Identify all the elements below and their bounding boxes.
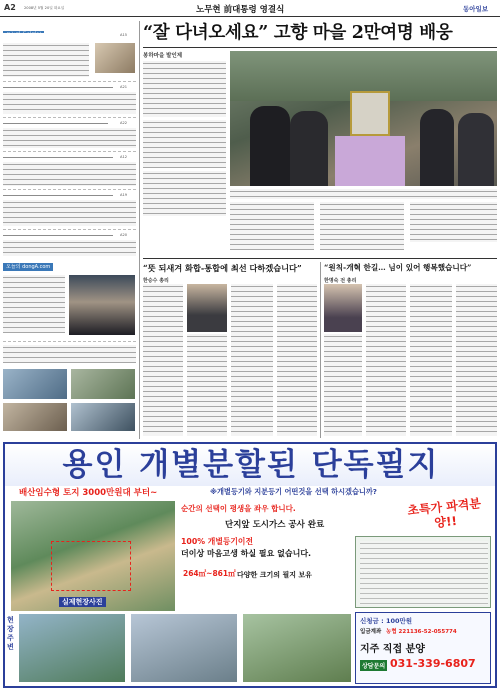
sidebar-item[interactable]: A22	[3, 121, 136, 149]
model-photo	[69, 275, 135, 335]
newspaper-logo: 동아일보	[463, 5, 489, 13]
ad-side-label: 현장주변	[7, 616, 14, 651]
portrait-han	[187, 284, 227, 332]
ad-subtitle: 배산임수형 토지 3000만원대 부터~	[19, 488, 158, 498]
story-label: 한승수 총리	[143, 278, 169, 284]
sidebar-item[interactable]: A12	[3, 155, 136, 187]
portrait-han-myeongsook	[324, 284, 362, 332]
main-story	[143, 21, 497, 255]
story-han-seungsoo	[143, 262, 317, 438]
ad-info-1: 단지앞 도시가스 공사 완료	[225, 520, 325, 530]
ad-phone[interactable]: 031-339-6807	[390, 657, 476, 670]
ad-bank-label: 입금계좌	[360, 629, 382, 635]
ad-tel-label: 상담문의	[360, 660, 387, 671]
photo-caption	[230, 189, 497, 199]
sidebar-com-item[interactable]	[3, 275, 136, 337]
sidebar	[3, 21, 136, 439]
real-estate-ad[interactable]	[3, 442, 497, 688]
ad-map	[355, 536, 491, 608]
story-headline: “뜻 되새겨 화합-통합에 최선 다하겠습니다”	[143, 263, 302, 273]
sidebar-item[interactable]: A20	[3, 233, 136, 257]
sidebar-com-item[interactable]	[3, 345, 136, 365]
ad-info-2: 100% 개별등기이전	[181, 537, 253, 546]
ad-notice: ※개별등기와 지분등기 어떤것을 선택 하시겠습니까?	[210, 487, 377, 496]
ad-info-4: 264㎡~861㎡	[183, 569, 236, 578]
ad-aerial-photo	[11, 501, 175, 611]
funeral-photo	[230, 51, 497, 186]
ad-nearby-photos	[19, 614, 351, 684]
subhead: 봉하마을 발인제	[143, 53, 183, 59]
thumbnail-image	[95, 43, 135, 73]
ad-bank: 농협 221136-52-055774	[386, 629, 457, 635]
ad-contact-box	[355, 612, 491, 684]
story-body	[143, 51, 226, 251]
page-number: A2	[4, 3, 16, 12]
ad-blurb: 순간의 선택이 평생을 좌우 합니다.	[181, 504, 296, 513]
ad-photo-label: 실제현장사진	[59, 597, 106, 607]
story-headline: “원칙-개혁 한길… 님이 있어 행복했습니다”	[324, 263, 472, 272]
ad-info-5: 다양한 크기의 필지 보유	[237, 571, 312, 579]
ad-apply: 신청금 : 100만원	[360, 617, 413, 625]
story-han-myeongsook	[324, 262, 497, 438]
page-header	[0, 0, 500, 17]
thumbnail-row	[3, 369, 136, 433]
section-title: 노무현 前대통령 영결식	[196, 5, 285, 15]
dongacom-title: 오늘의 dongA.com	[3, 263, 53, 271]
sidebar-item[interactable]: A19	[3, 193, 136, 227]
ad-info-3: 더이상 마음고생 하실 필요 없습니다.	[181, 549, 312, 558]
sidebar-item[interactable]: A21	[3, 85, 136, 115]
story-label: 한명숙 전 총리	[324, 278, 357, 284]
sidebar-item[interactable]: A15	[3, 33, 136, 79]
ad-cta: 지주 직접 분양	[360, 644, 425, 655]
ad-promo: 초특가 파격분양!!	[406, 496, 482, 531]
main-headline: “잘 다녀오세요” 고향 마을 2만여명 배웅	[143, 23, 453, 43]
ad-title: 용인 개별분할된 단독필지	[62, 447, 440, 483]
issue-date: 2008년 5월 20일 화요일	[24, 6, 65, 10]
